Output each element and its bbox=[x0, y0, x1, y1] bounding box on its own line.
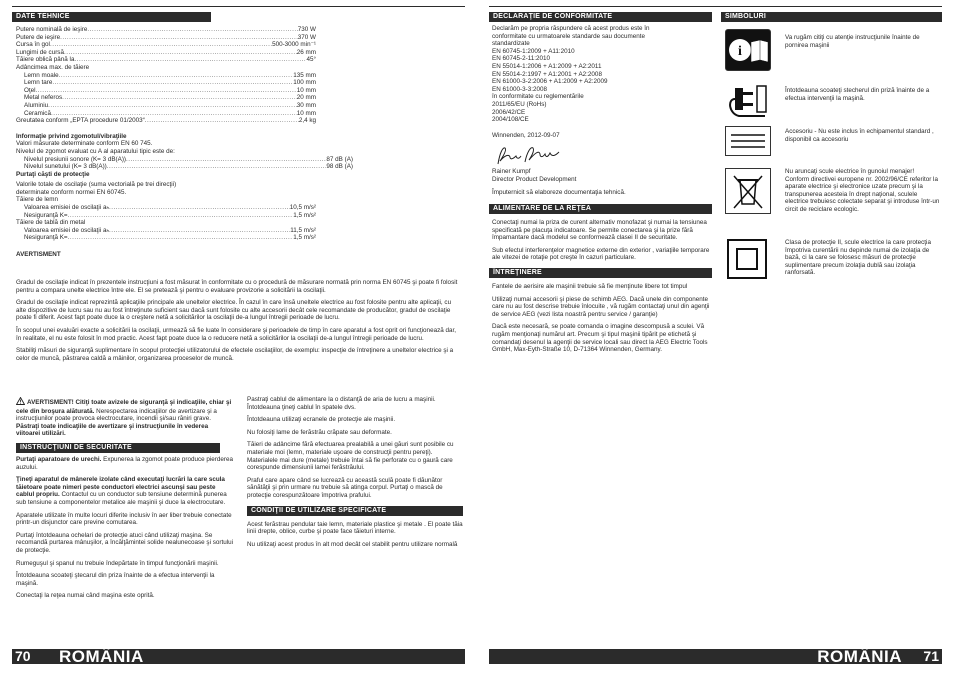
read-manual-icon bbox=[725, 29, 771, 71]
signature-image bbox=[489, 144, 712, 168]
safety-paragraph: Purtaţi întotdeauna ochelari de protecţie atuci când utilizaţi maşina. Se recomandă purtarea mânuşilor, a încălţămintei solide nealunecoase şi sortului de protecţie. bbox=[16, 531, 234, 554]
maintenance-header: ÎNTREŢINERE bbox=[489, 268, 712, 278]
noise-row: Nivelul presiunii sonore (K= 3 dB(A)) ..... 87 dB (A) bbox=[16, 156, 353, 164]
right-column-1 bbox=[489, 12, 712, 354]
depth-row: Metal neferos ..... 20 mm bbox=[16, 94, 316, 102]
accessory-icon bbox=[725, 126, 771, 168]
page-number: 71 bbox=[923, 648, 939, 664]
safety-paragraph: Pastraţi cablul de alimentare la o distanţă de aria de lucru a maşinii. Întotdeauna ţineţi cablul în spatele dvs. bbox=[247, 396, 436, 411]
mains-paragraph: Sub efectul interferenţelor magnetice externe din exterior , variaţiile temporare ale vitezei de rotaţie pot creşte în cazuri particulare. bbox=[492, 246, 710, 262]
noise-line1: Valori măsurate determinate conform EN 60 745. bbox=[16, 140, 153, 148]
safety-paragraph: Întotdeauna scoateţi ştecarul din priza înainte de a efectua intervenţii la maşină. bbox=[16, 572, 215, 587]
signer-name: Rainer Kumpf bbox=[492, 168, 531, 176]
safety-item-2: Ţineţi aparatul de mânerele izolate când executaţi lucrări la care scula tăietoare poate nimeri peste conductori electrici ascunşi sau peste cablul propriu. Contactul cu un conductor sub tensiune determină punerea sub tensiune a componentelor metalice ale maşinii şi duce la electrocutare. bbox=[16, 476, 227, 506]
weee-bin-icon bbox=[725, 168, 771, 210]
right-footer bbox=[489, 649, 942, 664]
weight-row: Greutatea conform „EPTA procedure 01/2003“ ..... 2,4 kg bbox=[16, 117, 316, 125]
depth-row: Ceramică ..... 10 mm bbox=[16, 110, 316, 118]
noise-line2: Nivelul de zgomot evaluat cu A al aparatului tipic este de: bbox=[16, 147, 175, 155]
language-label: ROMÂNIA bbox=[817, 647, 902, 666]
safety-paragraph: Rumeguşul şi spanul nu trebuie îndepărtate în timpul funcţionării maşinii. bbox=[16, 559, 219, 567]
conformity-line: EN 60745-1:2009 + A11:2010 bbox=[492, 47, 575, 55]
maintenance-paragraph: Utilizaţi numai accesorii şi piese de schimb AEG. Dacă unele din componente care nu au fost descrise trebuie înlocuite , vă rugăm contactaţi unul din agenţii de service AEG (vezi lista noastră pentru service / garanţie) bbox=[492, 295, 710, 318]
safety-paragraph: Aparatele utilizate în multe locuri diferite inclusiv în aer liber trebuie conectate printr-un disjunctor care previne comutarea. bbox=[16, 511, 232, 527]
depth-row: Lemn moale ..... 135 mm bbox=[16, 72, 316, 80]
left-column-2 bbox=[247, 396, 463, 548]
ear-protection: Purtaţi căşti de protecţie bbox=[16, 170, 90, 178]
spec-row: Tăiere oblică până la ..... 45° bbox=[16, 56, 316, 64]
conformity-line: 2006/42/CE bbox=[492, 108, 526, 116]
conformity-line: standardizate bbox=[492, 40, 530, 48]
conformity-line: conformitate cu urmatoarele standarde sau documente bbox=[492, 32, 645, 40]
depth-row: Aluminiu ..... 30 mm bbox=[16, 102, 316, 110]
safety-paragraph: Întotdeauna utilizaţi ecranele de protecţie ale maşinii. bbox=[247, 416, 396, 424]
safety-paragraph: Tăieri de adâncime fără efectuarea prealabilă a unei găuri sunt posibile cu materiale moi (lemn, materiale uşoare de construcţii pentru pereţi). Materialele mai dure (metale) trebuie întai să fie perforate cu o gaură care corespunde dimensiunii lamei ferăstrăului. bbox=[247, 441, 454, 472]
warning-paragraph: Gradul de oscilaţie indicat în prezentele instrucţiuni a fost măsurat în conformitate cu o procedură de măsurare normată prin norma EN 60745 şi poate fi folosit pentru a compara unelte electrice între ele. El se pretează şi pentru o evaluare provizorie a solicitării la oscilaţii. bbox=[16, 279, 458, 294]
left-footer bbox=[12, 649, 465, 664]
vibration-row: Nesiguranţă K= ..... 1,5 m/s² bbox=[16, 212, 316, 220]
attention-block: AVERTISMENT! Citiţi toate avizele de siguranţă şi indicaţiile, chiar şi cele din broşura alăturată. Nerespectarea indicaţiilor de avertizare şi a instrucţiunilor poate provoca electrocutare, incendii şi/sau răniri grave. Păstraţi toate indicaţiile de avertizare şi instrucţiunile în vederea viitoarei utilizări. bbox=[16, 399, 232, 438]
tech-specs bbox=[16, 26, 353, 259]
warning-paragraph: În scopul unei evaluări exacte a solicitării la oscilaţii, urmează să fie luate în considerare şi perioadele de timp în care aparatul a fost oprit ori funcţionează dar, în realitate, el nu este folosit în mod practic. Acest fapt poate duce la o reducere netă a solicitărilor la oscilaţii de-a lungul întregii perioade de lucru. bbox=[16, 326, 456, 342]
page-number: 70 bbox=[15, 648, 31, 664]
class-ii-icon bbox=[727, 239, 767, 279]
conformity-line: EN 60745-2-11:2010 bbox=[492, 55, 550, 63]
conformity-line: 2011/65/EU (RoHs) bbox=[492, 100, 547, 108]
mains-paragraph: Conectaţi numai la priza de curent alternativ monofazat şi numai la tensiunea specificată pe placuţa indicatoare. Se permite conectarea şi la prize fără împamantare dacă modelul se conformează clasei II de securitate. bbox=[492, 219, 707, 242]
conformity-line: în conformitate cu reglementările bbox=[492, 93, 584, 101]
authorization-text: Împuternicit să elaboreze documentaţia tehnică. bbox=[492, 188, 626, 196]
noise-title: Informaţie privind zgomotul/vibraţiile bbox=[16, 132, 127, 140]
top-rule bbox=[12, 6, 465, 7]
language-label: ROMÂNIA bbox=[59, 647, 144, 666]
conformity-line: EN 61000-3-2:2006 + A1:2009 + A2:2009 bbox=[492, 78, 608, 86]
vibration-row: Valoarea emisiei de oscilaţii aₕ ..... 10,5 m/s² bbox=[16, 204, 316, 212]
conformity-line: 2004/108/CE bbox=[492, 116, 529, 124]
maintenance-paragraph: Dacă este necesară, se poate comanda o imagine descompusă a sculei. Vă rugăm menţionaţi numărul art. Precum şi tipul maşinii tipărit pe etichetă şi comandaţi desenul la agenţii de service locali sau direct la AEG Electric Tools GmbH, Max-Eyth-Straße 10, D-71364 Winnenden, Germany. bbox=[492, 323, 708, 354]
attention-bold2: Păstraţi toate indicaţiile de avertizare şi instrucţiunile în vederea viitoarei utilizări. bbox=[16, 422, 209, 438]
safety-paragraph: Nu folosiţi lame de ferăstrău crăpate sau deformate. bbox=[247, 428, 392, 436]
vib-line1: Valorile totale de oscilaţie (suma vectorială pe trei direcţii) bbox=[16, 181, 177, 189]
right-column-2: SIMBOLURI i Va rugăm citiţi cu atenţie instrucţiunile înainte de pornirea maşinii Întotdeauna scoateţi stecherul din priză înainte de a efectua intervenţii la maşină. Accesoriu - Nu este inclus în echipamentul standard , disponibil ca accesoriu Nu aruncaţi scule electrice în gunoiul menajer! Conform directivei europene nr. 2002/96/CE referitor la aparate electrice şi electronice uzate precum şi la transpunerea acesteia în drept naţional, sculele electrice trebuiesc colectate separat şi introduse într-un circit de reciclare ecologic. Clasa de protecţie II, scule electrice la care protecţia împotriva curentării nu depinde numai de izolaţia de bază, ci la care se folosesc măsuri de protecţie suplimentare precum izolaţia dublă sau izolaţia ranforsată. bbox=[721, 12, 942, 22]
spec-row: Lungimi de cursă ..... 26 mm bbox=[16, 49, 316, 57]
warning-title: AVERTISMENT bbox=[16, 251, 61, 259]
warning-paragraph: Stabiliţi măsuri de siguranţă suplimentare în scopul protecţiei utilizatorului de efectele oscilaţiilor, de exemplu: inspecţie de întreţinere a uneltelor electrice şi a celor de muncă, păstrarea caldă a mâinilor, organizarea proceselor de muncă. bbox=[16, 347, 454, 362]
spec-row: Putere de ieşire ..... 370 W bbox=[16, 34, 316, 42]
unplug-icon bbox=[725, 78, 771, 120]
top-rule bbox=[489, 6, 942, 7]
maintenance-paragraph: Fantele de aerisire ale maşinii trebuie să fie menţinute libere tot timpul bbox=[492, 283, 688, 291]
place-date: Winnenden, 2012-09-07 bbox=[492, 131, 560, 139]
conformity-line: EN 61000-3-3:2008 bbox=[492, 85, 547, 93]
vib-line2: determinate conform normei EN 60745. bbox=[16, 188, 127, 196]
safety-header: INSTRUCŢIUNI DE SECURITATE bbox=[16, 443, 220, 453]
symbols-header: SIMBOLURI bbox=[721, 12, 942, 22]
warning-paragraphs bbox=[16, 279, 461, 362]
metal-title: Tăiere de tablă din metal bbox=[16, 219, 86, 227]
conformity-header: DECLARAŢIE DE CONFORMITATE bbox=[489, 12, 712, 22]
svg-text:i: i bbox=[738, 44, 742, 59]
spec-row: Cursa în gol ..... 500-3000 min⁻¹ bbox=[16, 41, 316, 49]
vibration-row: Valoarea emisiei de oscilaţii aₕ ..... 11,5 m/s² bbox=[16, 227, 316, 235]
left-column-1 bbox=[16, 397, 234, 600]
conformity-line: EN 55014-1:2006 + A1:2009 + A2:2011 bbox=[492, 62, 602, 70]
depth-row: Lemn tare ..... 100 mm bbox=[16, 79, 316, 87]
use-header: CONDIŢII DE UTILIZARE SPECIFICATE bbox=[247, 506, 463, 516]
warning-triangle-icon bbox=[16, 397, 25, 408]
safety-paragraph: Conectaţi la reţea numai când maşina este oprită. bbox=[16, 592, 155, 600]
usage-paragraph: Acest ferăstrau pendular taie lemn, materiale plastice şi metale . El poate tăia linii drepte, oblice, curbe şi poate face tăieturi interne. bbox=[247, 520, 463, 536]
mains-header: ALIMENTARE DE LA REŢEA bbox=[489, 204, 712, 214]
signer-title: Director Product Development bbox=[492, 175, 577, 183]
noise-row: Nivelul sunetului (K= 3 dB(A)) ..... 98 dB (A) bbox=[16, 163, 353, 171]
depth-row: Oţel ..... 10 mm bbox=[16, 87, 316, 95]
depth-title: Adâncimea max. de tăiere bbox=[16, 63, 90, 71]
safety-paragraph: Praful care apare când se lucrează cu această sculă poate fi dăunător sănătăţii şi prin urmare nu trebuie să atinga corpul. Purtaţi o mască de protecţie corespunzătoare împotriva prafului. bbox=[247, 476, 443, 499]
attention-text: Nerespectarea indicaţiilor de avertizare şi a instrucţiunilor poate provoca electrocutare, incendii şi/sau răniri grave. bbox=[16, 407, 217, 423]
right-page bbox=[477, 0, 954, 677]
warning-paragraph: Gradul de oscilaţie indicat reprezintă aplicaţiile principale ale uneltelor electrice. În cazul în care însă uneltele electrice au fost folosite pentru alte aplicaţii, cu alte dispozitive de lucru sau nu au fost întreţinute suficient sau dacă sunt folosite cu alte accesorii decât cele recomandate de producător, gradul de oscilaţie poate fi diferit. Acest fapt poate duce la o creştere netă a solicitărilor la oscilaţii de-a lungul întregii perioade de lucru. bbox=[16, 299, 452, 322]
wood-title: Tăiere de lemn bbox=[16, 196, 58, 204]
safety-item-1: Purtaţi aparatoare de urechi. Expunerea la zgomot poate produce pierderea auzului. bbox=[16, 455, 234, 471]
vibration-row: Nesiguranţă K= ..... 1,5 m/s² bbox=[16, 234, 316, 242]
usage-paragraph: Nu utilizaţi acest produs în alt mod decât cel stabilit pentru utilizare normală bbox=[247, 540, 458, 548]
conformity-line: Declarăm pe propria răspundere că acest produs este în bbox=[492, 25, 650, 32]
spec-row: Putere nominală de ieşire ..... 730 W bbox=[16, 26, 316, 34]
tech-data-header: DATE TEHNICE bbox=[12, 12, 211, 22]
conformity-line: EN 55014-2:1997 + A1:2001 + A2:2008 bbox=[492, 70, 602, 78]
